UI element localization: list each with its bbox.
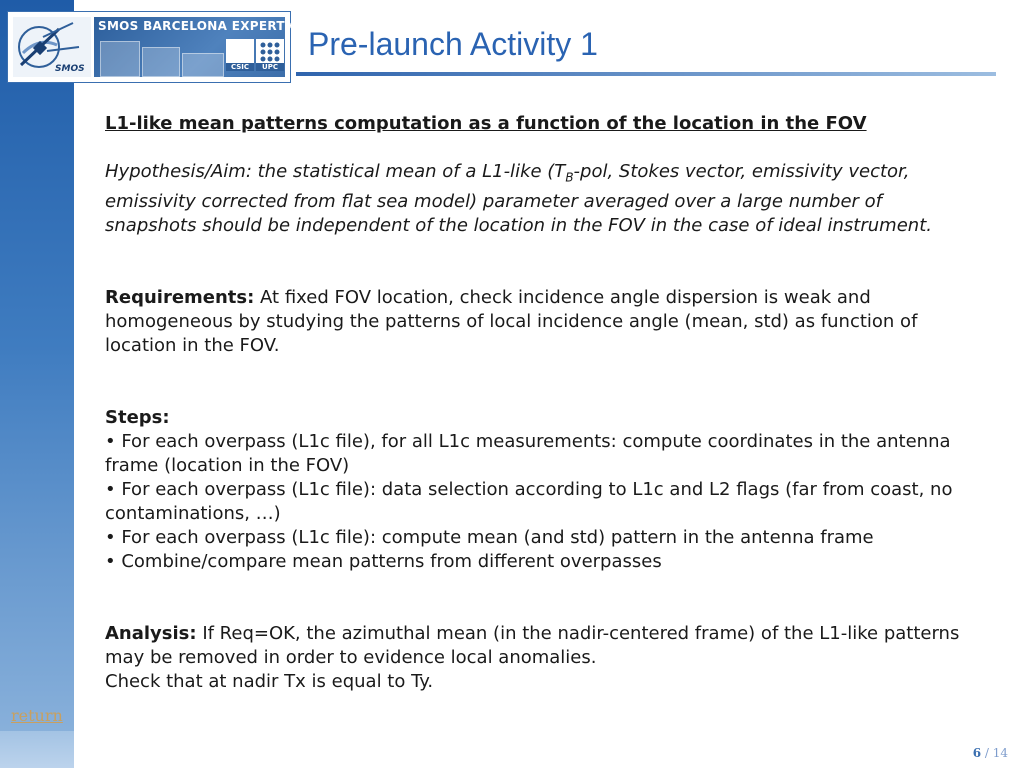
spacer <box>105 574 965 622</box>
title-underline-rule <box>296 72 996 76</box>
smos-satellite-emblem <box>13 17 91 77</box>
left-bar-footer-block <box>0 731 74 768</box>
building-graphic <box>142 47 180 77</box>
logo-centre-name: SMOS BARCELONA EXPERT CENTRE <box>98 19 344 33</box>
step-item: • For each overpass (L1c file): compute mean (and std) pattern in the antenna frame <box>105 526 874 548</box>
hypothesis-text-start: Hypothesis/Aim: the statistical mean of a L1-like (T <box>105 161 566 182</box>
step-item: • For each overpass (L1c file): data selection according to L1c and L2 flags (far from coast, no contaminations, …) <box>105 478 953 524</box>
requirements-text: At fixed FOV location, check incidence angle dispersion is weak and homogeneous by studying the patterns of local incidence angle (mean, std) as function of location in the FOV. <box>105 286 918 356</box>
upc-seal-label: UPC <box>256 63 284 71</box>
building-graphic <box>182 53 224 77</box>
csic-seal-label: CSIC <box>226 63 254 71</box>
building-graphic <box>100 41 140 77</box>
step-text: For each overpass (L1c file): compute mean (and std) pattern in the antenna frame <box>121 526 874 548</box>
hypothesis-text-end: -pol, Stokes vector, emissivity vector, emissivity corrected from flat sea model) parameter averaged over a large number of snapshots should be independent of the location in the FOV in the case of ideal instrument. <box>105 161 932 236</box>
logo-smos-label: SMOS <box>55 64 85 74</box>
requirements-paragraph <box>105 286 965 358</box>
upc-seal <box>256 39 284 71</box>
csic-seal <box>226 39 254 71</box>
requirements-label: Requirements: <box>105 286 255 308</box>
slide-body <box>105 112 965 694</box>
left-gradient-bar <box>0 0 74 768</box>
logo-banner <box>94 17 344 77</box>
hypothesis-paragraph <box>105 160 965 238</box>
step-text: Combine/compare mean patterns from different overpasses <box>121 550 662 572</box>
analysis-paragraph <box>105 622 965 670</box>
step-item: • For each overpass (L1c file), for all L1c measurements: compute coordinates in the antenna frame (location in the FOV) <box>105 430 951 476</box>
step-item: • Combine/compare mean patterns from different overpasses <box>105 550 662 572</box>
page-total: / 14 <box>981 746 1008 760</box>
section-heading: L1-like mean patterns computation as a function of the location in the FOV <box>105 113 867 134</box>
steps-label: Steps: <box>105 406 170 428</box>
tb-subscript: B <box>565 170 574 185</box>
analysis-label: Analysis: <box>105 622 197 644</box>
smos-barcelona-logo <box>8 12 344 82</box>
analysis-check-line: Check that at nadir Tx is equal to Ty. <box>105 670 434 692</box>
upc-dots-icon <box>256 39 284 63</box>
spacer <box>105 238 965 286</box>
spacer <box>105 358 965 406</box>
return-link[interactable]: return <box>11 706 63 725</box>
analysis-text: If Req=OK, the azimuthal mean (in the nadir-centered frame) of the L1-like patterns may be removed in order to evidence local anomalies. <box>105 622 960 668</box>
step-text: For each overpass (L1c file), for all L1c measurements: compute coordinates in the antenna frame (location in the FOV) <box>105 430 951 476</box>
page-current: 6 <box>972 746 982 760</box>
page-number <box>973 746 1008 760</box>
slide-title: Pre-launch Activity 1 <box>308 26 598 62</box>
step-text: For each overpass (L1c file): data selection according to L1c and L2 flags (far from coast, no contaminations, …) <box>105 478 953 524</box>
